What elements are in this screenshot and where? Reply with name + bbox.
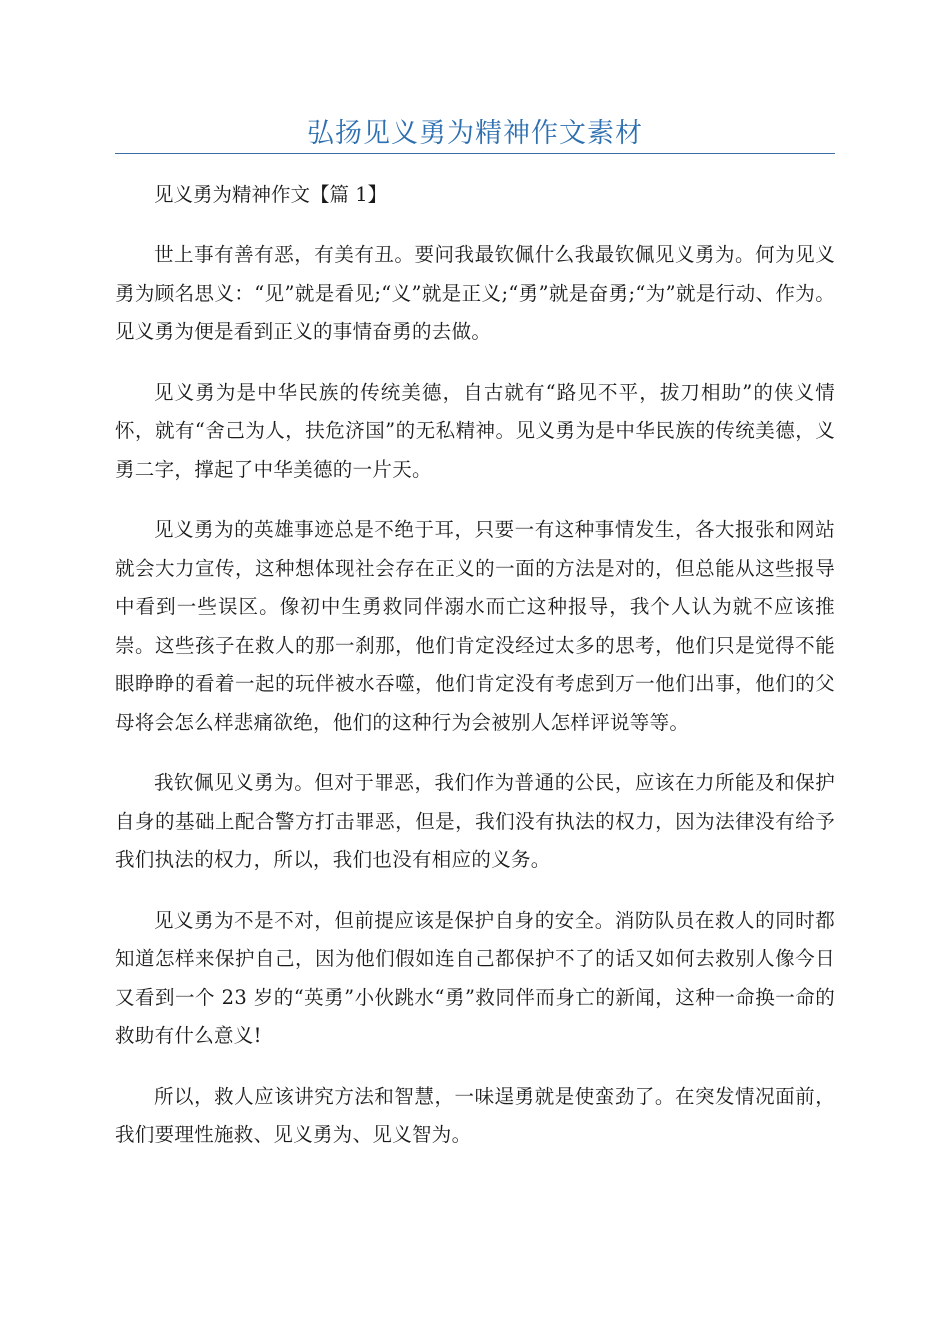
paragraph-3: 见义勇为的英雄事迹总是不绝于耳，只要一有这种事情发生，各大报张和网站就会大力宣传，这种想体现社会存在正义的一面的方法是对的，但总能从这些报导中看到一些误区。像初中生勇救同伴溺水而亡这种报导，我个人认为就不应该推崇。这些孩子在救人的那一刹那，他们肯定没经过太多的思考，他们只是觉得不能眼睁睁的看着一起的玩伴被水吞噬，他们肯定没有考虑到万一他们出事，他们的父母将会怎么样悲痛欲绝，他们的这种行为会被别人怎样评说等等。 (115, 518, 835, 734)
paragraph-2: 见义勇为是中华民族的传统美德，自古就有“路见不平，拔刀相助”的侠义情怀，就有“舍己为人，扶危济国”的无私精神。见义勇为是中华民族的传统美德，义勇二字，撑起了中华美德的一片天。 (115, 380, 835, 481)
title-underline (115, 153, 835, 154)
paragraph-5: 见义勇为不是不对，但前提应该是保护自身的安全。消防队员在救人的同时都知道怎样来保护自己，因为他们假如连自己都保护不了的话又如何去救别人像今日又看到一个 23 岁的“英勇”小伙跳水“勇”救同伴而身亡的新闻，这种一命换一命的救助有什么意义! (115, 908, 835, 1047)
section-heading: 见义勇为精神作文【篇 1】 (154, 183, 388, 206)
page-title: 弘扬见义勇为精神作文素材 (307, 118, 643, 149)
document-body (115, 176, 835, 1155)
paragraph-6: 所以，救人应该讲究方法和智慧，一味逞勇就是使蛮劲了。在突发情况面前，我们要理性施救、见义勇为、见义智为。 (115, 1084, 835, 1146)
paragraph-4: 我钦佩见义勇为。但对于罪恶，我们作为普通的公民，应该在力所能及和保护自身的基础上配合警方打击罪恶，但是，我们没有执法的权力，因为法律没有给予我们执法的权力，所以，我们也没有相应的义务。 (115, 771, 835, 871)
paragraph-1: 世上事有善有恶，有美有丑。要问我最钦佩什么我最钦佩见义勇为。何为见义勇为顾名思义：“见”就是看见;“义”就是正义;“勇”就是奋勇;“为”就是行动、作为。见义勇为便是看到正义的事情奋勇的去做。 (115, 243, 835, 343)
